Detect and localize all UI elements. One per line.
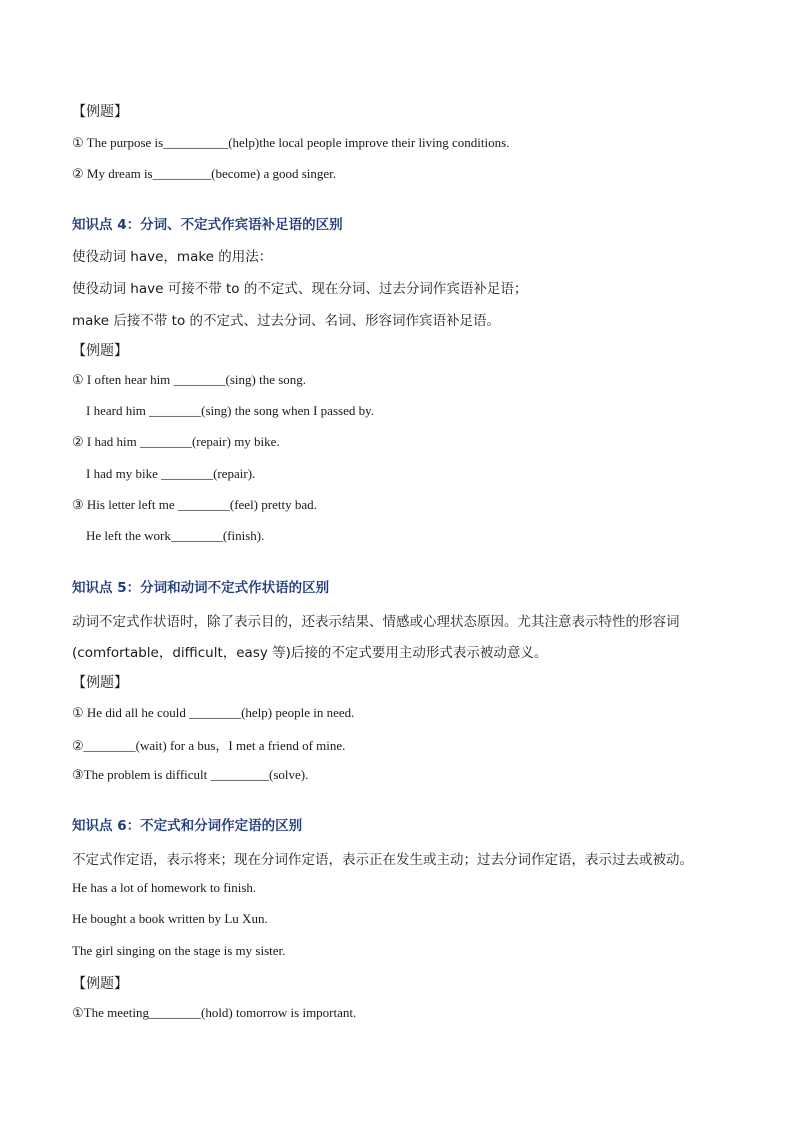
- paragraph: (comfortable，difficult，easy 等)后接的不定式要用主动形式表示被动意义。: [72, 645, 548, 661]
- paragraph: 使役动词 have，make 的用法：: [72, 249, 273, 265]
- exercise-question: I had my bike ________(repair).: [86, 466, 256, 481]
- exercise-question: ②________(wait) for a bus，I met a friend of mine.: [72, 738, 346, 753]
- example-label: 【例题】: [72, 976, 128, 992]
- section-heading: 知识点 6：不定式和分词作定语的区别: [72, 818, 303, 834]
- section-heading: 知识点 4：分词、不定式作宾语补足语的区别: [72, 217, 343, 233]
- example-sentence: He has a lot of homework to finish.: [72, 880, 257, 895]
- exercise-question: ① I often hear him ________(sing) the song.: [72, 372, 307, 387]
- exercise-question: ② I had him ________(repair) my bike.: [72, 434, 280, 449]
- paragraph: 动词不定式作状语时，除了表示目的，还表示结果、情感或心理状态原因。尤其注意表示特性的形容词: [72, 614, 680, 630]
- example-label: 【例题】: [72, 675, 128, 691]
- example-sentence: The girl singing on the stage is my sister.: [72, 943, 286, 958]
- exercise-question: He left the work________(finish).: [86, 528, 265, 543]
- exercise-question: ① He did all he could ________(help) people in need.: [72, 705, 355, 720]
- paragraph: 不定式作定语，表示将来；现在分词作定语，表示正在发生或主动；过去分词作定语，表示过去或被动。: [72, 852, 693, 868]
- exercise-question: ③ His letter left me ________(feel) pretty bad.: [72, 497, 317, 512]
- exercise-question: ③The problem is difficult _________(solve).: [72, 767, 309, 782]
- exercise-question: ② My dream is_________(become) a good singer.: [72, 166, 337, 181]
- example-label: 【例题】: [72, 104, 128, 120]
- paragraph: 使役动词 have 可接不带 to 的不定式、现在分词、过去分词作宾语补足语；: [72, 281, 528, 297]
- example-label: 【例题】: [72, 343, 128, 359]
- exercise-question: ① The purpose is__________(help)the local people improve their living conditions.: [72, 135, 510, 150]
- example-sentence: He bought a book written by Lu Xun.: [72, 911, 268, 926]
- exercise-question: ①The meeting________(hold) tomorrow is important.: [72, 1005, 357, 1020]
- paragraph: make 后接不带 to 的不定式、过去分词、名词、形容词作宾语补足语。: [72, 313, 500, 329]
- exercise-question: I heard him ________(sing) the song when I passed by.: [86, 403, 374, 418]
- section-heading: 知识点 5：分词和动词不定式作状语的区别: [72, 580, 330, 596]
